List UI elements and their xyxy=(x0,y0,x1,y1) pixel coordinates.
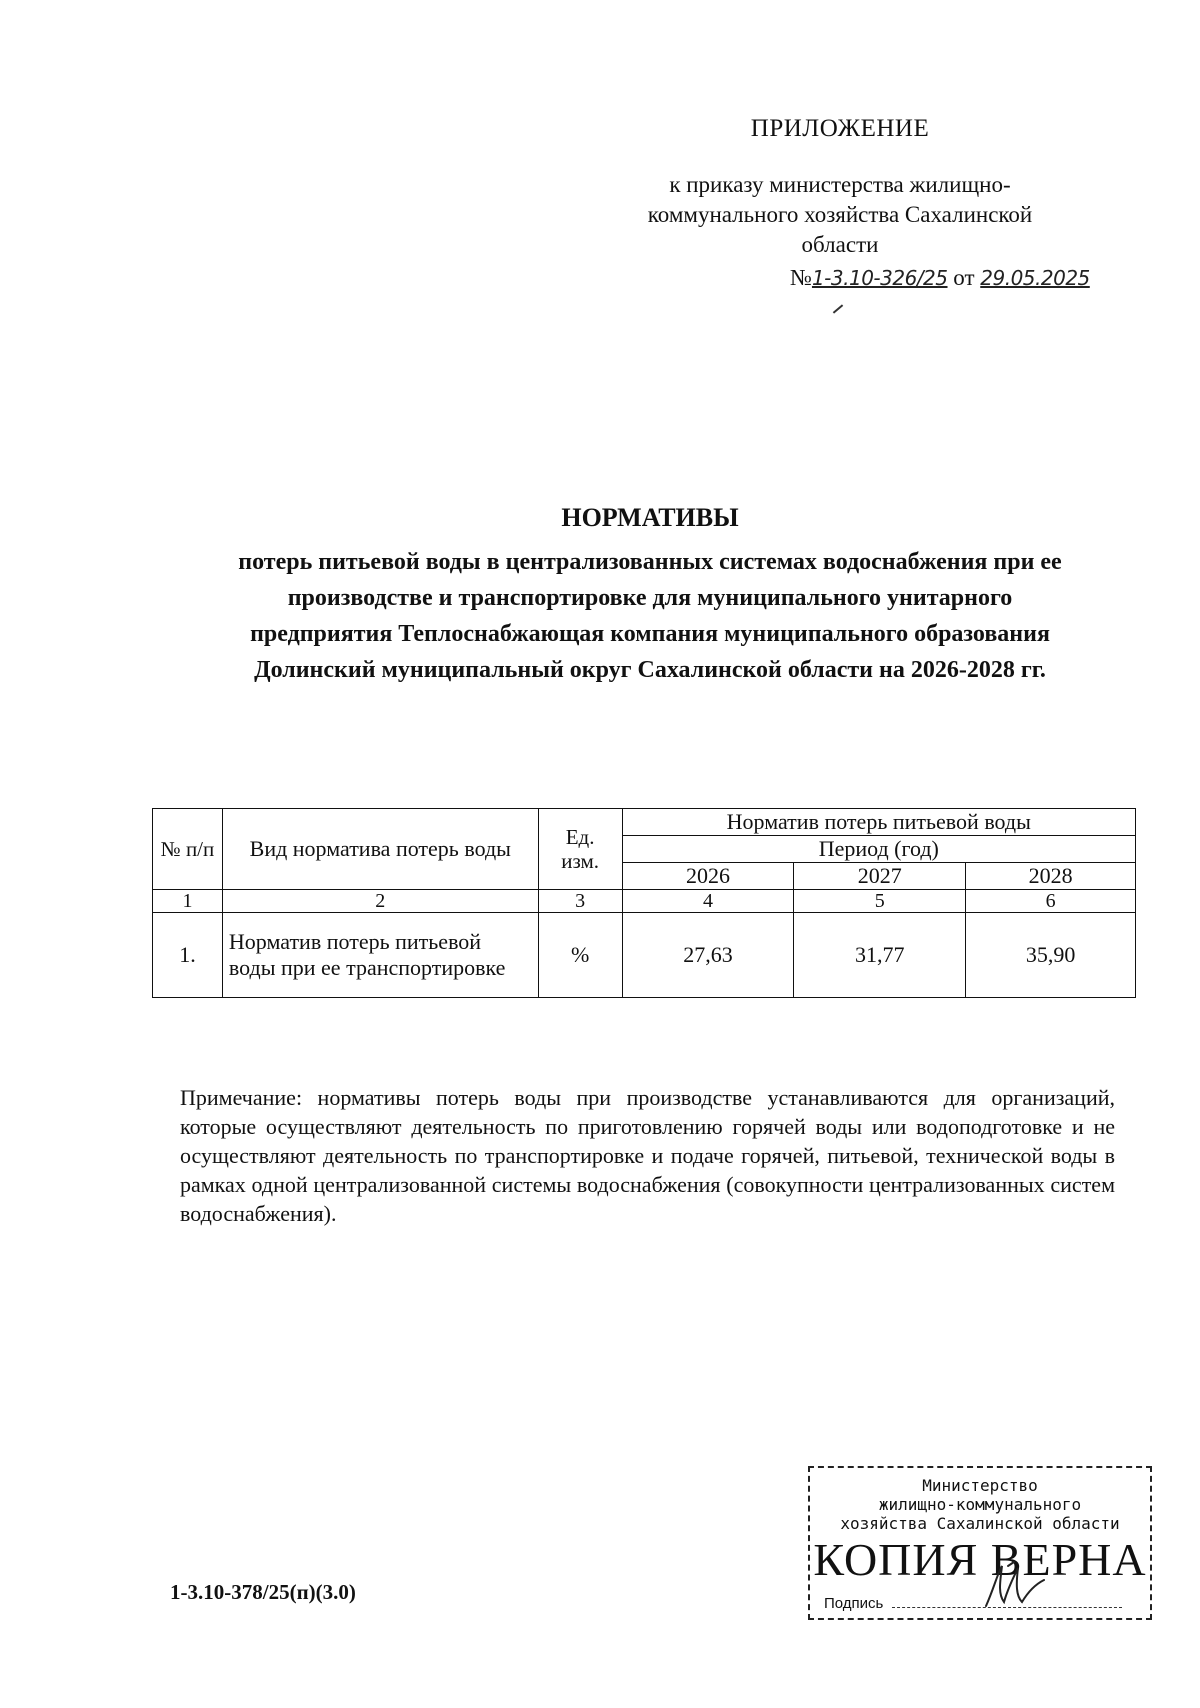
order-number-line xyxy=(790,265,1090,291)
appendix-line-3: области xyxy=(801,232,879,257)
header-year-2027: 2027 xyxy=(794,863,966,890)
header-kind: Вид норматива потерь воды xyxy=(222,809,538,890)
appendix-header xyxy=(600,114,1080,260)
norms-table xyxy=(152,808,1136,998)
order-date-prefix: от xyxy=(953,265,975,290)
row-unit: % xyxy=(538,913,622,998)
col-number-2: 2 xyxy=(222,890,538,913)
col-number-6: 6 xyxy=(966,890,1136,913)
order-number-prefix: № xyxy=(790,265,812,290)
col-number-5: 5 xyxy=(794,890,966,913)
table-row xyxy=(153,913,1136,998)
row-value-2026: 27,63 xyxy=(622,913,794,998)
document-title xyxy=(170,500,1130,688)
header-year-2028: 2028 xyxy=(966,863,1136,890)
document-subtitle: потерь питьевой воды в централизованных системах водоснабжения при ее производстве и транспортировке для муниципального унитарного предприятия Теплоснабжающая компания муниципального образования Долинский муниципальный округ Сахалинской области на 2026-2028 гг. xyxy=(238,549,1062,683)
stamp-copy-certified: КОПИЯ ВЕРНА xyxy=(813,1534,1147,1585)
header-year-2026: 2026 xyxy=(622,863,794,890)
header-group: Норматив потерь питьевой воды xyxy=(622,809,1135,836)
header-unit: Ед. изм. xyxy=(538,809,622,890)
pen-tick-mark xyxy=(833,304,843,313)
appendix-line-1: к приказу министерства жилищно- xyxy=(669,172,1011,197)
col-number-3: 3 xyxy=(538,890,622,913)
signature-scribble-icon xyxy=(980,1558,1050,1613)
header-period: Период (год) xyxy=(622,836,1135,863)
stamp-line-1: Министерство xyxy=(922,1476,1038,1495)
stamp-line-3: хозяйства Сахалинской области xyxy=(840,1514,1120,1533)
document-code: 1-3.10-378/25(п)(3.0) xyxy=(170,1580,356,1604)
order-number-handwritten: 1-3.10-326/25 xyxy=(811,266,948,290)
stamp-line-2: жилищно-коммунального xyxy=(878,1495,1082,1514)
order-date-handwritten: 29.05.2025 xyxy=(980,266,1090,290)
row-kind: Норматив потерь питьевой воды при ее транспортировке xyxy=(222,913,538,998)
appendix-title: ПРИЛОЖЕНИЕ xyxy=(750,115,930,142)
note-paragraph: Примечание: нормативы потерь воды при производстве устанавливаются для организаций, которые осуществляют деятельность по приготовлению горячей воды или водоподготовке и не осуществляют деятельность по транспортировке и подаче горячей, питьевой, технической воды в рамках одной централизованной системы водоснабжения (совокупности централизованных систем водоснабжения). xyxy=(180,1085,1115,1226)
copy-certified-stamp xyxy=(808,1466,1152,1620)
header-num: № п/п xyxy=(153,809,223,890)
col-number-1: 1 xyxy=(153,890,223,913)
row-value-2028: 35,90 xyxy=(966,913,1136,998)
document-heading: НОРМАТИВЫ xyxy=(561,503,739,532)
row-value-2027: 31,77 xyxy=(794,913,966,998)
col-number-4: 4 xyxy=(622,890,794,913)
row-num: 1. xyxy=(153,913,223,998)
appendix-line-2: коммунального хозяйства Сахалинской xyxy=(647,202,1033,227)
stamp-signature-label: Подпись xyxy=(824,1595,884,1612)
